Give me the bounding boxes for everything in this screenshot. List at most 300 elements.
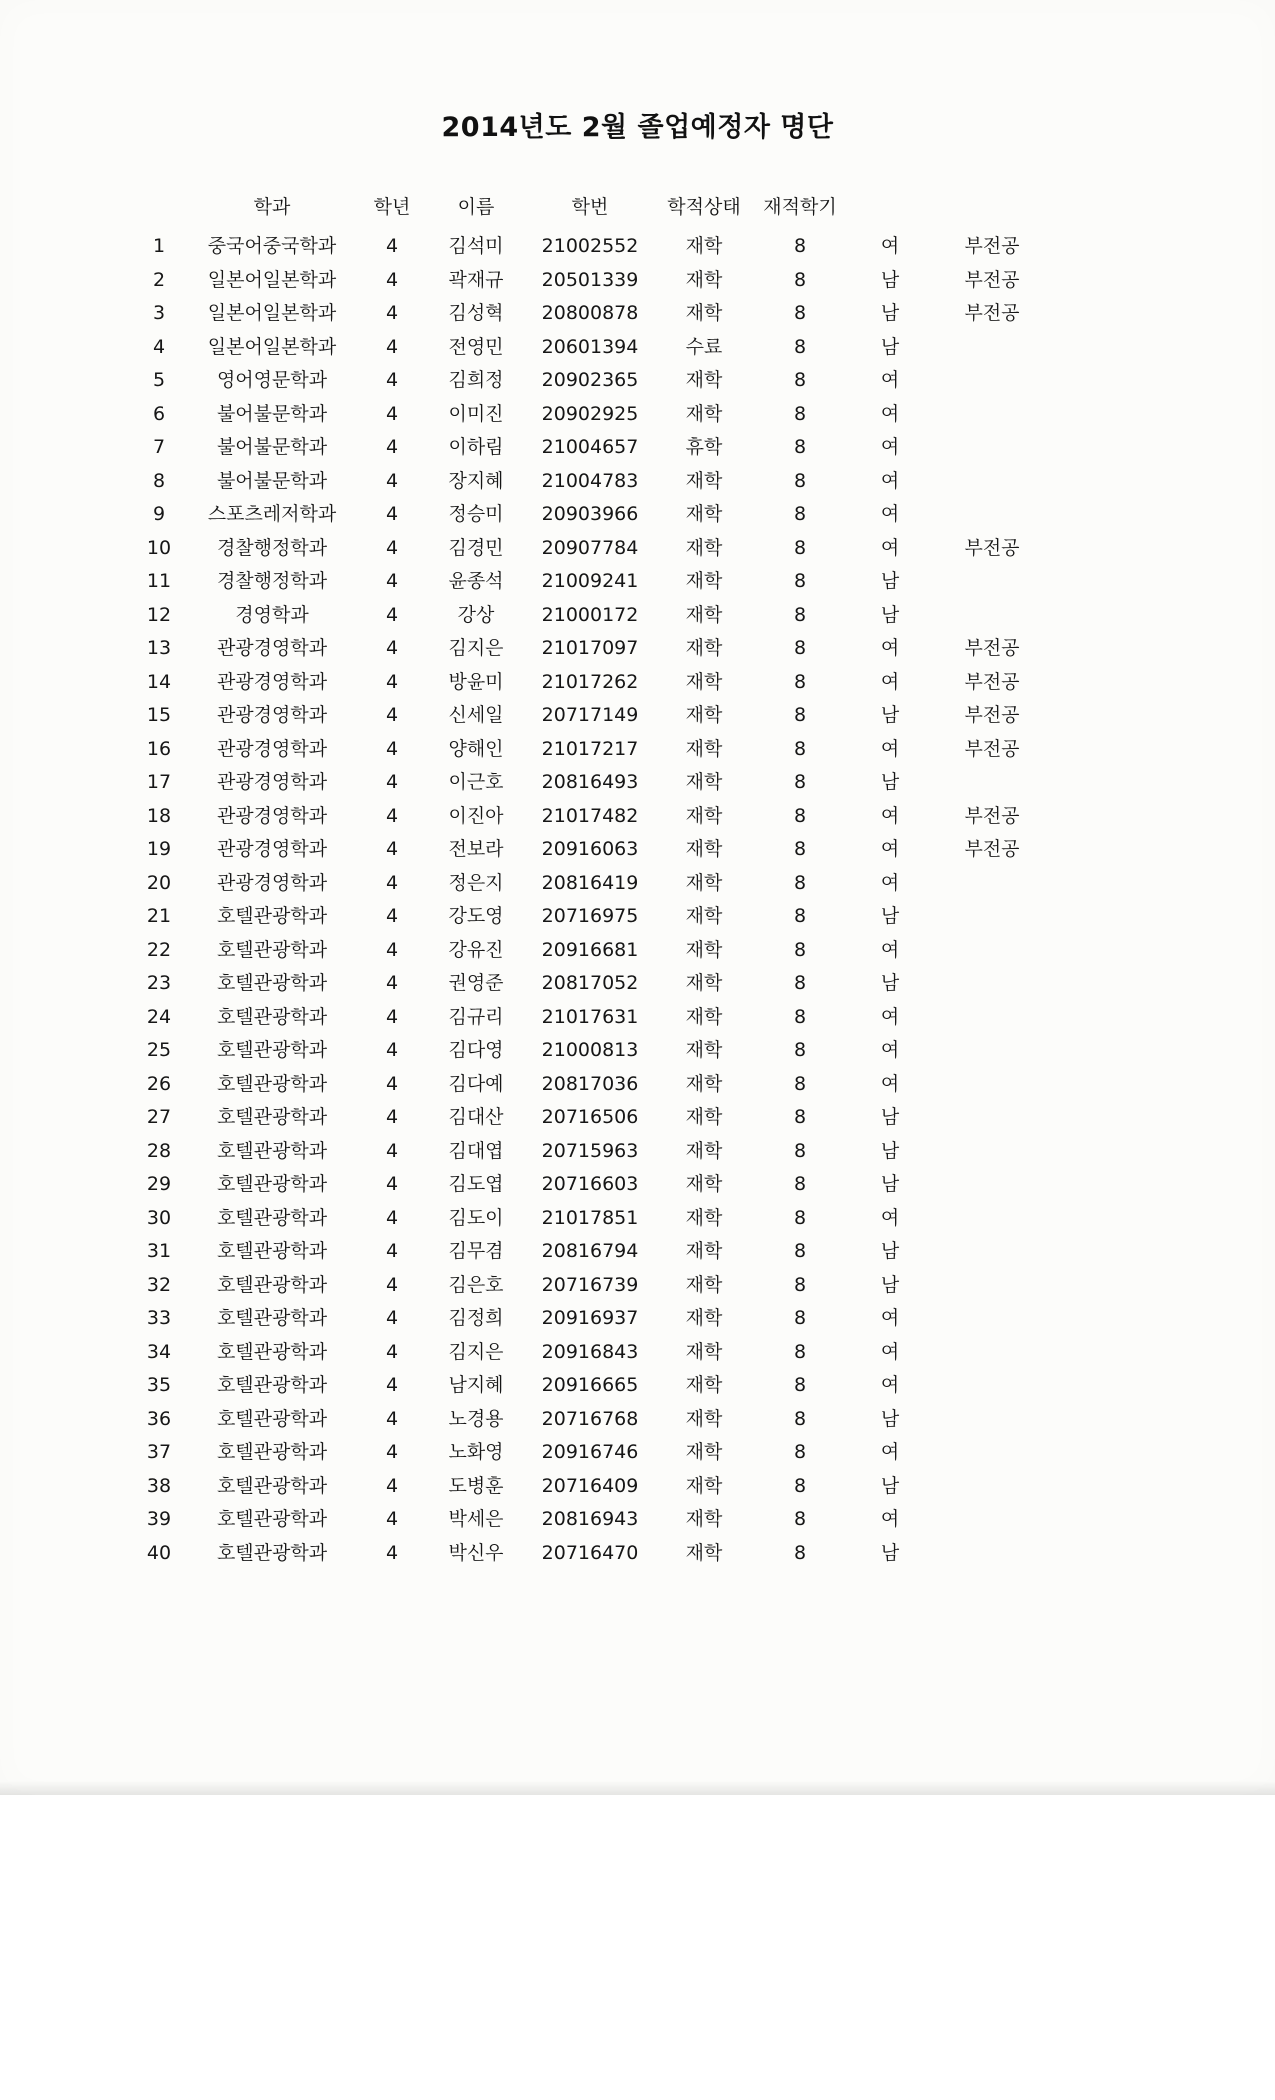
row-semesters: 8 bbox=[793, 402, 807, 425]
row-student-id: 20903966 bbox=[541, 503, 639, 525]
row-year: 4 bbox=[385, 1307, 399, 1329]
row-year: 4 bbox=[385, 704, 399, 726]
row-name: 김은호 bbox=[448, 1273, 504, 1296]
row-year: 4 bbox=[385, 402, 399, 425]
column-header-minor bbox=[932, 190, 1052, 230]
row-status: 재학 bbox=[685, 637, 723, 659]
table-row bbox=[130, 766, 1052, 800]
graduate-roster-table bbox=[130, 190, 1052, 1570]
row-number: 38 bbox=[146, 1474, 172, 1497]
row-department: 호텔관광학과 bbox=[216, 1340, 328, 1363]
table-row bbox=[130, 1001, 1052, 1035]
row-semesters: 8 bbox=[793, 1374, 807, 1396]
table-row bbox=[130, 867, 1052, 901]
row-year: 4 bbox=[385, 1072, 399, 1095]
row-department: 호텔관광학과 bbox=[216, 1541, 328, 1564]
row-student-id: 21017482 bbox=[541, 804, 639, 827]
row-name: 김희정 bbox=[448, 369, 504, 391]
row-semesters: 8 bbox=[793, 1106, 807, 1128]
row-year: 4 bbox=[385, 268, 399, 291]
table-row bbox=[130, 331, 1052, 365]
row-gender: 여 bbox=[880, 436, 900, 458]
row-number: 10 bbox=[146, 536, 172, 559]
row-name: 신세일 bbox=[448, 704, 504, 726]
row-student-id: 20916843 bbox=[541, 1340, 639, 1363]
row-semesters: 8 bbox=[793, 436, 807, 458]
row-gender: 여 bbox=[880, 1441, 900, 1463]
row-gender: 남 bbox=[880, 972, 900, 994]
row-minor: 부전공 bbox=[964, 670, 1020, 693]
row-status: 수료 bbox=[685, 335, 723, 358]
table-row bbox=[130, 1403, 1052, 1437]
row-year: 4 bbox=[385, 804, 399, 827]
row-gender: 남 bbox=[880, 302, 900, 324]
page-margin-bottom bbox=[0, 1795, 1275, 2100]
row-minor: 부전공 bbox=[964, 838, 1020, 860]
row-status: 재학 bbox=[685, 1307, 723, 1329]
row-number: 7 bbox=[152, 436, 166, 458]
row-department: 관광경영학과 bbox=[216, 771, 328, 793]
row-department: 호텔관광학과 bbox=[216, 1307, 328, 1329]
row-minor bbox=[932, 1269, 1052, 1303]
row-year: 4 bbox=[385, 1005, 399, 1028]
row-minor: 부전공 bbox=[964, 804, 1020, 827]
row-name: 정승미 bbox=[448, 503, 504, 525]
table-row bbox=[130, 364, 1052, 398]
row-gender: 여 bbox=[880, 1374, 900, 1396]
row-number: 36 bbox=[146, 1407, 172, 1430]
row-name: 김경민 bbox=[448, 536, 504, 559]
row-name: 김석미 bbox=[448, 235, 504, 257]
row-department: 불어불문학과 bbox=[216, 469, 328, 492]
row-year: 4 bbox=[385, 369, 399, 391]
row-gender: 여 bbox=[880, 938, 900, 961]
table-row bbox=[130, 1503, 1052, 1537]
row-semesters: 8 bbox=[793, 1173, 807, 1195]
row-department: 관광경영학과 bbox=[216, 838, 328, 860]
row-number: 30 bbox=[146, 1206, 172, 1229]
row-gender: 여 bbox=[880, 503, 900, 525]
row-semesters: 8 bbox=[793, 771, 807, 793]
row-minor bbox=[932, 1101, 1052, 1135]
row-department: 호텔관광학과 bbox=[216, 1374, 328, 1396]
row-status: 재학 bbox=[685, 503, 723, 525]
row-number: 15 bbox=[146, 704, 172, 726]
row-department: 호텔관광학과 bbox=[216, 1508, 328, 1530]
row-name: 곽재규 bbox=[448, 268, 504, 291]
table-row bbox=[130, 1470, 1052, 1504]
row-status: 재학 bbox=[685, 1139, 723, 1162]
row-department: 호텔관광학과 bbox=[216, 1240, 328, 1262]
row-gender: 여 bbox=[880, 402, 900, 425]
row-semesters: 8 bbox=[793, 972, 807, 994]
row-status: 재학 bbox=[685, 1474, 723, 1497]
row-department: 일본어일본학과 bbox=[207, 335, 337, 358]
row-student-id: 20816794 bbox=[541, 1240, 639, 1262]
row-year: 4 bbox=[385, 1106, 399, 1128]
row-status: 재학 bbox=[685, 1407, 723, 1430]
row-year: 4 bbox=[385, 670, 399, 693]
row-year: 4 bbox=[385, 1374, 399, 1396]
table-row bbox=[130, 1202, 1052, 1236]
table-row bbox=[130, 1302, 1052, 1336]
row-number: 25 bbox=[146, 1039, 172, 1061]
row-number: 1 bbox=[152, 235, 166, 257]
row-year: 4 bbox=[385, 235, 399, 257]
table-row bbox=[130, 800, 1052, 834]
table-row bbox=[130, 1269, 1052, 1303]
row-number: 29 bbox=[146, 1173, 172, 1195]
row-year: 4 bbox=[385, 1340, 399, 1363]
row-gender: 남 bbox=[880, 570, 900, 592]
row-year: 4 bbox=[385, 1474, 399, 1497]
row-year: 4 bbox=[385, 1206, 399, 1229]
row-semesters: 8 bbox=[793, 302, 807, 324]
row-number: 6 bbox=[152, 402, 166, 425]
column-header-name: 이름 bbox=[457, 196, 495, 218]
row-student-id: 20916746 bbox=[541, 1441, 639, 1463]
row-year: 4 bbox=[385, 570, 399, 592]
row-minor bbox=[932, 599, 1052, 633]
row-minor bbox=[932, 1470, 1052, 1504]
page-title: 2014년도 2월 졸업예정자 명단 bbox=[441, 112, 834, 143]
row-minor bbox=[932, 498, 1052, 532]
row-student-id: 20716603 bbox=[541, 1173, 639, 1195]
row-status: 재학 bbox=[685, 369, 723, 391]
row-year: 4 bbox=[385, 1240, 399, 1262]
table-row bbox=[130, 398, 1052, 432]
row-number: 20 bbox=[146, 871, 172, 894]
row-name: 김지은 bbox=[448, 1340, 504, 1363]
table-row bbox=[130, 934, 1052, 968]
row-status: 재학 bbox=[685, 1441, 723, 1463]
row-status: 재학 bbox=[685, 1273, 723, 1296]
row-name: 강상 bbox=[457, 603, 495, 626]
row-student-id: 20902925 bbox=[541, 402, 639, 425]
row-year: 4 bbox=[385, 938, 399, 961]
row-gender: 남 bbox=[880, 1273, 900, 1296]
table-row bbox=[130, 666, 1052, 700]
row-department: 호텔관광학과 bbox=[216, 938, 328, 961]
row-student-id: 20716975 bbox=[541, 905, 639, 927]
row-number: 19 bbox=[146, 838, 172, 860]
row-number: 23 bbox=[146, 972, 172, 994]
row-number: 2 bbox=[152, 268, 166, 291]
row-semesters: 8 bbox=[793, 1508, 807, 1530]
row-minor bbox=[932, 1302, 1052, 1336]
row-student-id: 20916063 bbox=[541, 838, 639, 860]
row-number: 17 bbox=[146, 771, 172, 793]
row-year: 4 bbox=[385, 972, 399, 994]
row-year: 4 bbox=[385, 536, 399, 559]
row-number: 21 bbox=[146, 905, 172, 927]
row-year: 4 bbox=[385, 1039, 399, 1061]
row-department: 스포츠레저학과 bbox=[207, 503, 337, 525]
row-status: 재학 bbox=[685, 302, 723, 324]
row-student-id: 21000172 bbox=[541, 603, 639, 626]
row-status: 재학 bbox=[685, 737, 723, 760]
row-year: 4 bbox=[385, 1441, 399, 1463]
row-department: 호텔관광학과 bbox=[216, 1273, 328, 1296]
row-status: 재학 bbox=[685, 1541, 723, 1564]
row-name: 노경용 bbox=[448, 1407, 504, 1430]
row-minor bbox=[932, 867, 1052, 901]
row-semesters: 8 bbox=[793, 838, 807, 860]
row-minor bbox=[932, 398, 1052, 432]
row-minor bbox=[932, 1235, 1052, 1269]
row-number: 31 bbox=[146, 1240, 172, 1262]
row-year: 4 bbox=[385, 503, 399, 525]
row-number: 39 bbox=[146, 1508, 172, 1530]
table-row bbox=[130, 465, 1052, 499]
row-year: 4 bbox=[385, 637, 399, 659]
row-semesters: 8 bbox=[793, 1474, 807, 1497]
row-student-id: 20715963 bbox=[541, 1139, 639, 1162]
row-year: 4 bbox=[385, 469, 399, 492]
row-name: 강도영 bbox=[448, 905, 504, 927]
row-semesters: 8 bbox=[793, 871, 807, 894]
row-name: 남지혜 bbox=[448, 1374, 504, 1396]
row-department: 영어영문학과 bbox=[216, 369, 328, 391]
row-student-id: 20601394 bbox=[541, 335, 639, 358]
row-name: 김다예 bbox=[448, 1072, 504, 1095]
row-gender: 남 bbox=[880, 1474, 900, 1497]
row-name: 김대산 bbox=[448, 1106, 504, 1128]
row-gender: 여 bbox=[880, 871, 900, 894]
row-department: 불어불문학과 bbox=[216, 402, 328, 425]
row-number: 3 bbox=[152, 302, 166, 324]
table-row bbox=[130, 431, 1052, 465]
row-minor: 부전공 bbox=[964, 268, 1020, 291]
table-row bbox=[130, 1436, 1052, 1470]
row-year: 4 bbox=[385, 1173, 399, 1195]
row-gender: 남 bbox=[880, 268, 900, 291]
row-year: 4 bbox=[385, 871, 399, 894]
row-minor bbox=[932, 766, 1052, 800]
table-row bbox=[130, 632, 1052, 666]
row-semesters: 8 bbox=[793, 1407, 807, 1430]
row-department: 호텔관광학과 bbox=[216, 1206, 328, 1229]
row-status: 재학 bbox=[685, 1508, 723, 1530]
row-minor bbox=[932, 364, 1052, 398]
row-number: 35 bbox=[146, 1374, 172, 1396]
row-number: 32 bbox=[146, 1273, 172, 1296]
table-row bbox=[130, 1537, 1052, 1571]
row-department: 호텔관광학과 bbox=[216, 1106, 328, 1128]
row-minor bbox=[932, 1336, 1052, 1370]
row-semesters: 8 bbox=[793, 905, 807, 927]
column-header-semesters: 재적학기 bbox=[763, 196, 837, 218]
row-semesters: 8 bbox=[793, 570, 807, 592]
row-student-id: 21002552 bbox=[541, 235, 639, 257]
row-number: 14 bbox=[146, 670, 172, 693]
table-row bbox=[130, 498, 1052, 532]
row-department: 호텔관광학과 bbox=[216, 1139, 328, 1162]
row-number: 4 bbox=[152, 335, 166, 358]
row-minor: 부전공 bbox=[964, 637, 1020, 659]
row-status: 재학 bbox=[685, 1039, 723, 1061]
row-number: 18 bbox=[146, 804, 172, 827]
row-year: 4 bbox=[385, 335, 399, 358]
row-student-id: 20716768 bbox=[541, 1407, 639, 1430]
row-gender: 여 bbox=[880, 1340, 900, 1363]
table-row bbox=[130, 532, 1052, 566]
row-number: 40 bbox=[146, 1541, 172, 1564]
row-semesters: 8 bbox=[793, 1005, 807, 1028]
table-row bbox=[130, 967, 1052, 1001]
row-number: 26 bbox=[146, 1072, 172, 1095]
row-minor bbox=[932, 465, 1052, 499]
row-status: 재학 bbox=[685, 804, 723, 827]
row-student-id: 20907784 bbox=[541, 536, 639, 559]
row-name: 이미진 bbox=[448, 402, 504, 425]
table-row bbox=[130, 1101, 1052, 1135]
row-student-id: 21017851 bbox=[541, 1206, 639, 1229]
row-minor bbox=[932, 565, 1052, 599]
row-year: 4 bbox=[385, 838, 399, 860]
table-row bbox=[130, 833, 1052, 867]
table-row bbox=[130, 1168, 1052, 1202]
row-department: 호텔관광학과 bbox=[216, 1005, 328, 1028]
row-gender: 여 bbox=[880, 1508, 900, 1530]
row-department: 경찰행정학과 bbox=[216, 536, 328, 559]
row-status: 휴학 bbox=[685, 436, 723, 458]
row-department: 관광경영학과 bbox=[216, 804, 328, 827]
row-number: 33 bbox=[146, 1307, 172, 1329]
row-student-id: 21000813 bbox=[541, 1039, 639, 1061]
row-student-id: 20902365 bbox=[541, 369, 639, 391]
row-status: 재학 bbox=[685, 268, 723, 291]
row-minor: 부전공 bbox=[964, 235, 1020, 257]
row-name: 권영준 bbox=[448, 972, 504, 994]
row-semesters: 8 bbox=[793, 268, 807, 291]
row-minor bbox=[932, 934, 1052, 968]
row-department: 일본어일본학과 bbox=[207, 302, 337, 324]
row-semesters: 8 bbox=[793, 1039, 807, 1061]
row-semesters: 8 bbox=[793, 503, 807, 525]
row-number: 28 bbox=[146, 1139, 172, 1162]
row-status: 재학 bbox=[685, 1106, 723, 1128]
row-semesters: 8 bbox=[793, 1206, 807, 1229]
row-name: 김다영 bbox=[448, 1039, 504, 1061]
row-student-id: 20717149 bbox=[541, 704, 639, 726]
row-status: 재학 bbox=[685, 1173, 723, 1195]
table-row bbox=[130, 1369, 1052, 1403]
row-name: 장지혜 bbox=[448, 469, 504, 492]
row-department: 일본어일본학과 bbox=[207, 268, 337, 291]
row-number: 11 bbox=[146, 570, 172, 592]
row-student-id: 20817052 bbox=[541, 972, 639, 994]
row-status: 재학 bbox=[685, 1206, 723, 1229]
row-gender: 여 bbox=[880, 1072, 900, 1095]
row-gender: 여 bbox=[880, 1005, 900, 1028]
row-department: 경찰행정학과 bbox=[216, 570, 328, 592]
column-header-no bbox=[130, 190, 188, 230]
row-student-id: 20816493 bbox=[541, 771, 639, 793]
table-row bbox=[130, 599, 1052, 633]
row-status: 재학 bbox=[685, 1072, 723, 1095]
row-number: 13 bbox=[146, 637, 172, 659]
row-department: 호텔관광학과 bbox=[216, 1072, 328, 1095]
table-row bbox=[130, 1235, 1052, 1269]
row-status: 재학 bbox=[685, 402, 723, 425]
row-number: 27 bbox=[146, 1106, 172, 1128]
row-semesters: 8 bbox=[793, 938, 807, 961]
row-semesters: 8 bbox=[793, 369, 807, 391]
column-header-gender bbox=[848, 190, 932, 230]
table-row bbox=[130, 1135, 1052, 1169]
row-semesters: 8 bbox=[793, 335, 807, 358]
row-status: 재학 bbox=[685, 235, 723, 257]
row-number: 5 bbox=[152, 369, 166, 391]
row-minor: 부전공 bbox=[964, 302, 1020, 324]
row-status: 재학 bbox=[685, 603, 723, 626]
table-row bbox=[130, 900, 1052, 934]
column-header-year: 학년 bbox=[373, 196, 411, 218]
row-minor: 부전공 bbox=[964, 737, 1020, 760]
row-department: 관광경영학과 bbox=[216, 871, 328, 894]
table-body bbox=[130, 230, 1052, 1570]
row-name: 이하림 bbox=[448, 436, 504, 458]
row-status: 재학 bbox=[685, 570, 723, 592]
row-student-id: 20916681 bbox=[541, 938, 639, 961]
row-name: 김지은 bbox=[448, 637, 504, 659]
row-minor bbox=[932, 331, 1052, 365]
row-student-id: 21009241 bbox=[541, 570, 639, 592]
row-minor bbox=[932, 1403, 1052, 1437]
row-semesters: 8 bbox=[793, 1072, 807, 1095]
table-row bbox=[130, 230, 1052, 264]
row-name: 이근호 bbox=[448, 771, 504, 793]
row-student-id: 21004657 bbox=[541, 436, 639, 458]
row-gender: 남 bbox=[880, 603, 900, 626]
row-year: 4 bbox=[385, 1541, 399, 1564]
table-row bbox=[130, 565, 1052, 599]
row-student-id: 20501339 bbox=[541, 268, 639, 291]
row-status: 재학 bbox=[685, 1340, 723, 1363]
row-gender: 여 bbox=[880, 838, 900, 860]
row-status: 재학 bbox=[685, 771, 723, 793]
row-minor bbox=[932, 431, 1052, 465]
row-student-id: 21017631 bbox=[541, 1005, 639, 1028]
row-name: 도병훈 bbox=[448, 1474, 504, 1497]
row-department: 불어불문학과 bbox=[216, 436, 328, 458]
row-gender: 여 bbox=[880, 804, 900, 827]
row-student-id: 20716506 bbox=[541, 1106, 639, 1128]
row-minor bbox=[932, 1001, 1052, 1035]
row-student-id: 21017217 bbox=[541, 737, 639, 760]
row-semesters: 8 bbox=[793, 1340, 807, 1363]
row-gender: 남 bbox=[880, 1541, 900, 1564]
row-name: 전영민 bbox=[448, 335, 504, 358]
row-minor bbox=[932, 1168, 1052, 1202]
table-row bbox=[130, 1034, 1052, 1068]
row-name: 김성혁 bbox=[448, 302, 504, 324]
row-status: 재학 bbox=[685, 1005, 723, 1028]
row-department: 관광경영학과 bbox=[216, 670, 328, 693]
table-header bbox=[130, 190, 1052, 230]
row-department: 호텔관광학과 bbox=[216, 972, 328, 994]
row-semesters: 8 bbox=[793, 1307, 807, 1329]
row-gender: 여 bbox=[880, 637, 900, 659]
row-year: 4 bbox=[385, 905, 399, 927]
column-header-department: 학과 bbox=[253, 196, 291, 218]
row-gender: 여 bbox=[880, 737, 900, 760]
row-name: 김대엽 bbox=[448, 1139, 504, 1162]
row-name: 김규리 bbox=[448, 1005, 504, 1028]
row-gender: 여 bbox=[880, 1307, 900, 1329]
row-number: 8 bbox=[152, 469, 166, 492]
